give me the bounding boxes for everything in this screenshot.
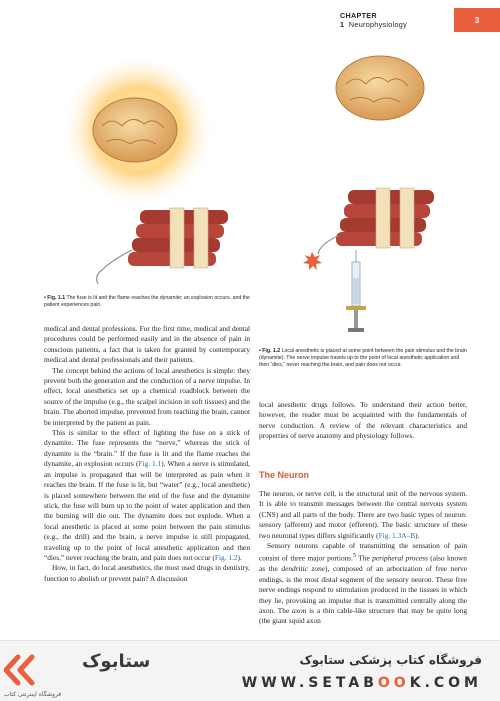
syringe [346, 250, 366, 332]
setabook-logo-icon [4, 649, 80, 691]
brand-name: ستابوک [82, 651, 151, 672]
dynamite-bundle [128, 208, 228, 268]
section-heading: The Neuron [259, 470, 310, 480]
brand-subtitle: فروشگاه اینترنتی کتاب [4, 691, 62, 698]
figure-1-2-caption: • Fig. 1.2 Local anesthetic is placed at some point between the pain stimulus and the brain (dynamite). The nerve impulse travels up to the point of local anesthetic application and then “dies,” never reaching the brain, and pain does not occur. [259, 348, 467, 368]
spark-icon [303, 252, 322, 270]
figure-ref-link[interactable]: Fig. 1.1 [138, 459, 162, 469]
right-column [259, 400, 467, 442]
dynamite-bundle [336, 188, 434, 248]
fuse-line [97, 250, 132, 284]
footer-watermark [0, 640, 500, 701]
figure-ref-link[interactable]: Fig. 1.2 [214, 552, 238, 562]
paragraph: medical and dental professions. For the first time, medical and dental procedures could be performed easily and in the absence of pain in conscious patients, a fact that is taken for granted by contemporary medical and dental professionals and their patients. [44, 324, 250, 365]
right-column-lower [259, 489, 467, 627]
chapter-label: CHAPTER 1 Neurophysiology [340, 11, 407, 29]
figure-1-1-illustration [40, 60, 250, 290]
paragraph: How, in fact, do local anesthetics, the most used drugs in dentistry, function to abolish or prevent pain? A discussion [44, 563, 250, 583]
paragraph: This is similar to the effect of lighting the fuse on a stick of dynamite. The fuse represents the “nerve,” whereas the stick of dynamite is the “brain.” If the fuse is lit and the flame reaches the dynamite, an explosion occurs (Fig. 1.1). When a nerve is stimulated, an impulse is propagated that will be interpreted as pain when it reaches the brain. If the fuse is lit, but “water” (e.g., local anesthetic) is placed somewhere between the end of the fuse and the dynamite stick, the fuse will burn up to the point of water application and then the burning will die out. The dynamite does not explode. When a local anesthetic is placed at some point between the pain stimulus (e.g., the drill) and the brain, a nerve impulse is still propagated, traveling up to the point of local anesthetic application and then “dies,” never reaching the brain, and pain does not occur (Fig. 1.2). [44, 428, 251, 562]
paragraph: Sensory neurons capable of transmitting the sensation of pain consist of three major portions.$^5$ The peripheral process (also known as the dendritic zone), composed of an arborization of free nerve endings, is the most distal segment of the sensory neuron. These free nerve endings respond to stimulation produced in the tissues in which they lie, provoking an impulse that is transmitted centrally along the axon. The axon is a thin cable-like structure that may be quite long (the giant squid axon [259, 541, 467, 626]
figure-ref-link[interactable]: Fig. 1.3A–B [378, 530, 416, 540]
figure-1-2-illustration [298, 40, 468, 340]
fuse-line [318, 236, 338, 254]
paragraph: The neuron, or nerve cell, is the structural unit of the nervous system. It is able to transmit messages between the central nervous system (CNS) and all parts of the body. There are two basic types of neuron: sensory (afferent) and motor (efferent). The basic structure of these two neuronal types differs significantly (Fig. 1.3A–B). [259, 489, 467, 540]
brain-shape [93, 98, 177, 162]
figure-1-1-caption: • Fig. 1.1 The fuse is lit and the flame reaches the dynamite; an explosion occurs, and the patient experiences pain. [44, 295, 250, 308]
page-number: 3 [454, 8, 500, 32]
left-column [44, 324, 250, 584]
brain-shape [336, 56, 424, 120]
paragraph: local anesthetic drugs follows. To understand their action better, however, the reader must be acquainted with the fundamentals of nerve conduction. A review of the relevant characteristics and properties of nerve anatomy and physiology follows. [259, 400, 467, 441]
paragraph: The concept behind the actions of local anesthetics is simple: they prevent both the generation and the conduction of a nerve impulse. In effect, local anesthetics set up a chemical roadblock between the source of the impulse (e.g., the scalpel incision in soft tissues) and the brain. The aborted impulse, prevented from reaching the brain, cannot be interpreted by the patient as pain. [44, 365, 250, 427]
store-name: فروشگاه کتاب پزشکی ستابوک [299, 653, 482, 667]
running-header [340, 8, 500, 32]
site-url[interactable]: WWW.SETABOOK.COM [241, 675, 482, 691]
